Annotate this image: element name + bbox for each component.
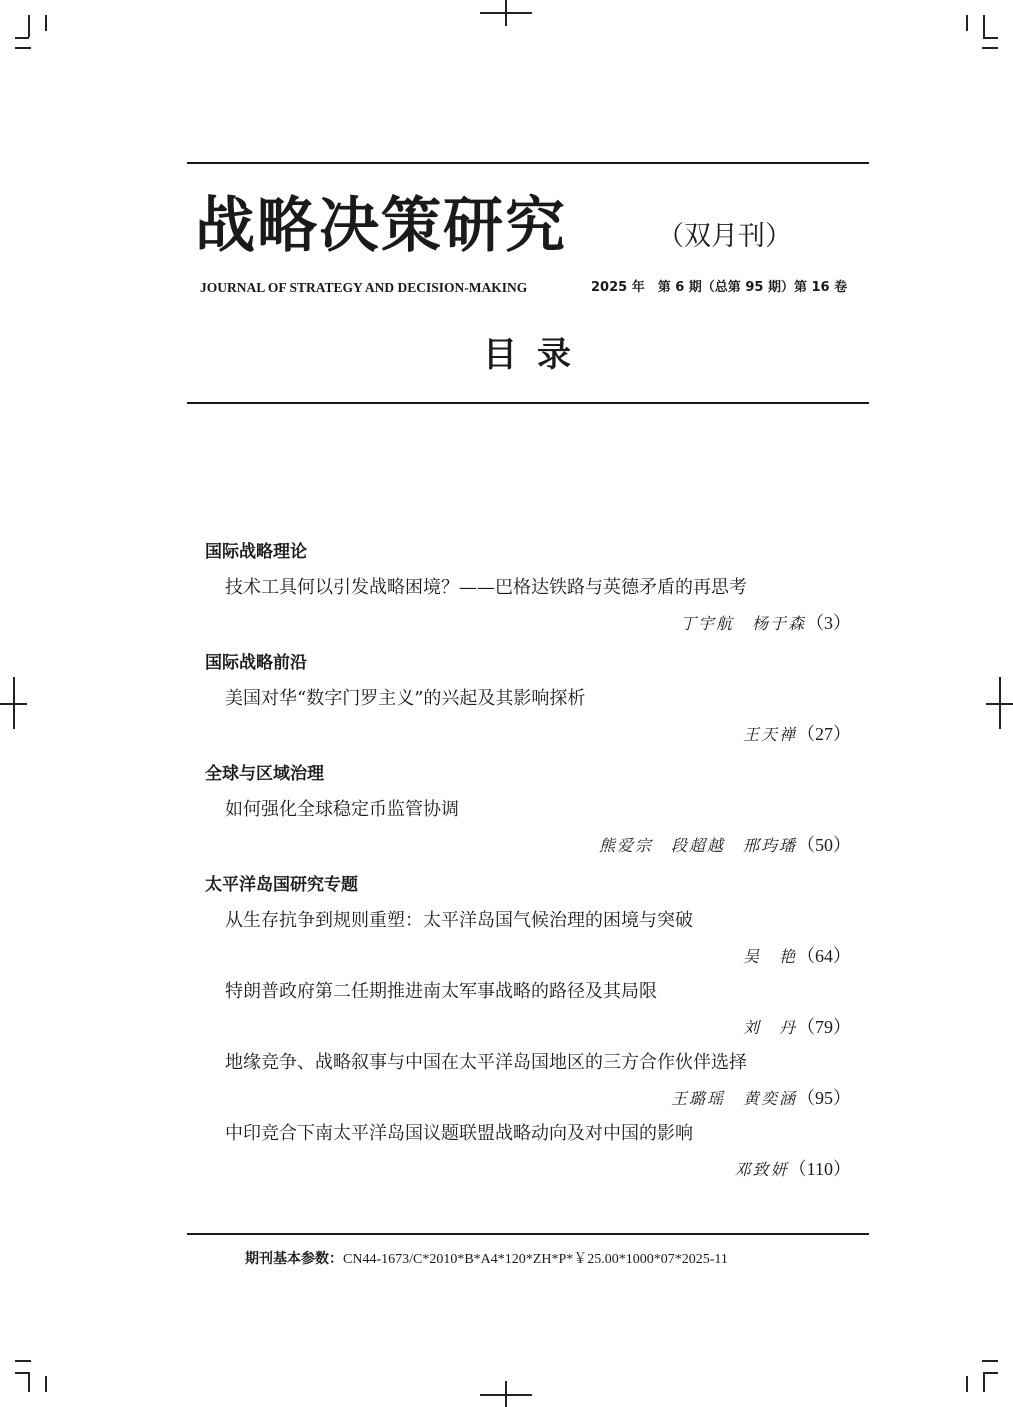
top-rule — [187, 162, 869, 164]
journal-title: 战略决策研究 — [195, 191, 567, 261]
crop-mark — [45, 15, 47, 31]
crop-mark — [15, 37, 29, 39]
registration-mark — [505, 0, 507, 26]
section-heading: 国际战略理论 — [205, 542, 307, 562]
article-title[interactable]: 美国对华“数字门罗主义”的兴起及其影响探析 — [225, 688, 586, 709]
journal-parameters — [245, 1249, 728, 1270]
crop-mark — [982, 1360, 998, 1362]
article-authors: 王璐瑶 黄奕涵 — [670, 1089, 797, 1108]
article-meta — [205, 1015, 851, 1039]
article-title[interactable]: 特朗普政府第二任期推进南太军事战略的路径及其局限 — [225, 981, 657, 1002]
article-title[interactable]: 中印竞合下南太平洋岛国议题联盟战略动向及对中国的影响 — [225, 1123, 693, 1144]
article-meta — [205, 944, 851, 968]
parameters-label: 期刊基本参数： — [245, 1251, 343, 1267]
journal-english-title: JOURNAL OF STRATEGY AND DECISION-MAKING — [200, 280, 528, 295]
article-authors: 邓致妍 — [734, 1160, 789, 1179]
section-heading: 太平洋岛国研究专题 — [205, 875, 358, 895]
article-meta — [205, 1157, 851, 1181]
article-authors: 熊爱宗 段超越 邢玙璠 — [598, 836, 797, 855]
crop-mark — [983, 37, 998, 39]
crop-mark — [966, 1376, 968, 1392]
footer-rule — [187, 1233, 869, 1235]
crop-mark — [983, 1372, 985, 1392]
crop-mark — [983, 15, 985, 37]
crop-mark — [15, 47, 31, 49]
crop-mark — [966, 15, 968, 31]
table-of-contents — [205, 540, 851, 1181]
article-meta — [205, 722, 851, 746]
page-number: （27） — [797, 724, 851, 744]
page-number: （64） — [797, 946, 851, 966]
header-bottom-rule — [187, 402, 869, 404]
crop-mark — [982, 47, 998, 49]
article-authors: 吴 艳 — [742, 947, 797, 966]
crop-mark — [45, 1376, 47, 1392]
article-authors: 丁宇航 杨于森 — [679, 614, 806, 633]
registration-mark — [505, 1381, 507, 1407]
section-heading: 全球与区域治理 — [205, 764, 324, 784]
registration-mark — [13, 677, 15, 729]
crop-mark — [15, 1360, 31, 1362]
article-authors: 王天禅 — [742, 725, 797, 744]
parameters-value: CN44-1673/C*2010*B*A4*120*ZH*P*￥25.00*1000*07*2025-11 — [343, 1252, 728, 1267]
article-meta — [205, 611, 851, 635]
article-title[interactable]: 技术工具何以引发战略困境？——巴格达铁路与英德矛盾的再思考 — [225, 577, 747, 598]
crop-mark — [15, 1372, 29, 1374]
issue-info: 2025 年 第 6 期（总第 95 期）第 16 卷 — [591, 280, 848, 295]
article-meta — [205, 833, 851, 857]
toc-heading: 目录 — [483, 335, 591, 375]
page-number: （3） — [806, 613, 851, 633]
article-title[interactable]: 从生存抗争到规则重塑：太平洋岛国气候治理的困境与突破 — [225, 910, 693, 931]
crop-mark — [983, 1372, 998, 1374]
publication-frequency: （双月刊） — [657, 221, 792, 252]
page-number: （95） — [797, 1088, 851, 1108]
crop-mark — [28, 15, 30, 37]
page-number: （110） — [788, 1159, 851, 1179]
article-authors: 刘 丹 — [742, 1018, 797, 1037]
article-title[interactable]: 如何强化全球稳定币监管协调 — [225, 799, 459, 820]
article-title[interactable]: 地缘竞争、战略叙事与中国在太平洋岛国地区的三方合作伙伴选择 — [225, 1052, 747, 1073]
section-heading: 国际战略前沿 — [205, 653, 307, 673]
registration-mark — [999, 677, 1001, 729]
page-number: （79） — [797, 1017, 851, 1037]
crop-mark — [28, 1372, 30, 1392]
page-number: （50） — [797, 835, 851, 855]
article-meta — [205, 1086, 851, 1110]
